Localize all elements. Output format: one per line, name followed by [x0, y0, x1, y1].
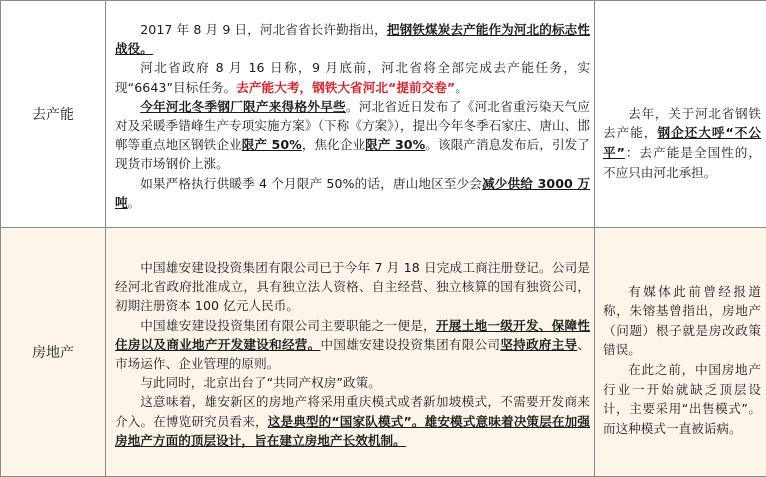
emphasis-text: 坚持政府主导 [500, 337, 577, 352]
text-run: ，焦化企业 [302, 137, 365, 152]
paragraph [115, 392, 590, 450]
text-run: 。 [128, 195, 141, 210]
paragraph [115, 174, 590, 212]
table-row [1, 1, 766, 228]
emphasis-text: 把钢铁煤炭去产能作为河北的标志性战役。 [115, 22, 590, 56]
text-run: 如果严格执行供暖季 4 个月限产 50%的话，唐山地区至少会 [140, 176, 482, 191]
text-run: 。河北省近日发布了《河北省重污染天气应对及采暖季错峰生产专项实施方案》（下称《方案》），提出今年冬季石家庄、唐山、邯郸等重点地区钢铁企业 [115, 99, 590, 152]
commentary-cell [595, 228, 766, 477]
paragraph: 在此之前，中国房地产行业一开始就缺乏顶层设计，主要采用“出售模式”。而这种模式一直被诟病。 [603, 360, 761, 438]
emphasis-text: 限产 30% [365, 137, 425, 152]
emphasis-text: 开展土地一级开发、保障性住房以及商业地产开发建设和经营。 [115, 318, 590, 352]
content-text [106, 16, 594, 212]
emphasis-text: 减少供给 3000 万吨 [115, 176, 590, 210]
highlight-text: 去产能大考，钢铁大省河北“提前交卷” [236, 80, 455, 95]
paragraph [115, 20, 590, 58]
emphasis-text: 今年河北冬季钢厂限产来得格外早些 [140, 99, 346, 114]
text-run: 、市场运作、企业管理的原则。 [115, 337, 590, 371]
commentary-text [595, 266, 766, 439]
category-cell: 房地产 [1, 228, 106, 477]
table-row [1, 228, 766, 477]
text-run: 河北省政府 8 月 16 日称，9 月底前，河北省将全部完成去产能任务，实现“6643”目标任务。 [115, 60, 590, 94]
commentary-cell [595, 1, 766, 228]
text-run: ：去产能是全国性的，不应只由河北承担。 [603, 145, 761, 180]
commentary-text [595, 46, 766, 182]
paragraph: 有媒体此前曾经报道称，朱镕基曾指出，房地产（问题）根子就是房改政策错误。 [603, 282, 761, 360]
paragraph [115, 316, 590, 374]
text-run: 。该限产消息发布后，引发了现货市场钢价上涨。 [115, 137, 590, 171]
text-run: 中国雄安建设投资集团有限公司主要职能之一便是， [140, 318, 436, 333]
text-run: 2017 年 8 月 9 日，河北省省长许勤指出， [140, 22, 387, 37]
content-cell [106, 228, 595, 477]
paragraph [115, 97, 590, 174]
content-text [106, 254, 594, 450]
emphasis-text: 钢企还大呼“不公平” [603, 125, 761, 160]
paragraph [603, 104, 761, 182]
paragraph: 与此同时，北京出台了“共同产权房”政策。 [115, 373, 590, 392]
text-run: 中国雄安建设投资集团有限公司 [320, 337, 500, 352]
text-run: 这意味着，雄安新区的房地产将采用重庆模式或者新加坡模式，不需要开发商来介入。在博览研究员看来， [115, 394, 590, 428]
emphasis-text: 这是典型的“国家队模式”。雄安模式意味着决策层在加强房地产方面的顶层设计，旨在建立房地产长效机制。 [115, 414, 590, 448]
paragraph [115, 58, 590, 96]
emphasis-text: 限产 50% [242, 137, 302, 152]
text-run: 。 [455, 80, 468, 95]
content-cell [106, 1, 595, 228]
text-run: 去年，关于河北省钢铁去产能， [603, 106, 761, 141]
category-cell: 去产能 [1, 1, 106, 228]
paragraph: 中国雄安建设投资集团有限公司已于今年 7 月 18 日完成工商注册登记。公司是经河北省政府批准成立，具有独立法人资格、自主经营、独立核算的国有独资公司，初期注册资本 100 亿元人民币。 [115, 258, 590, 316]
